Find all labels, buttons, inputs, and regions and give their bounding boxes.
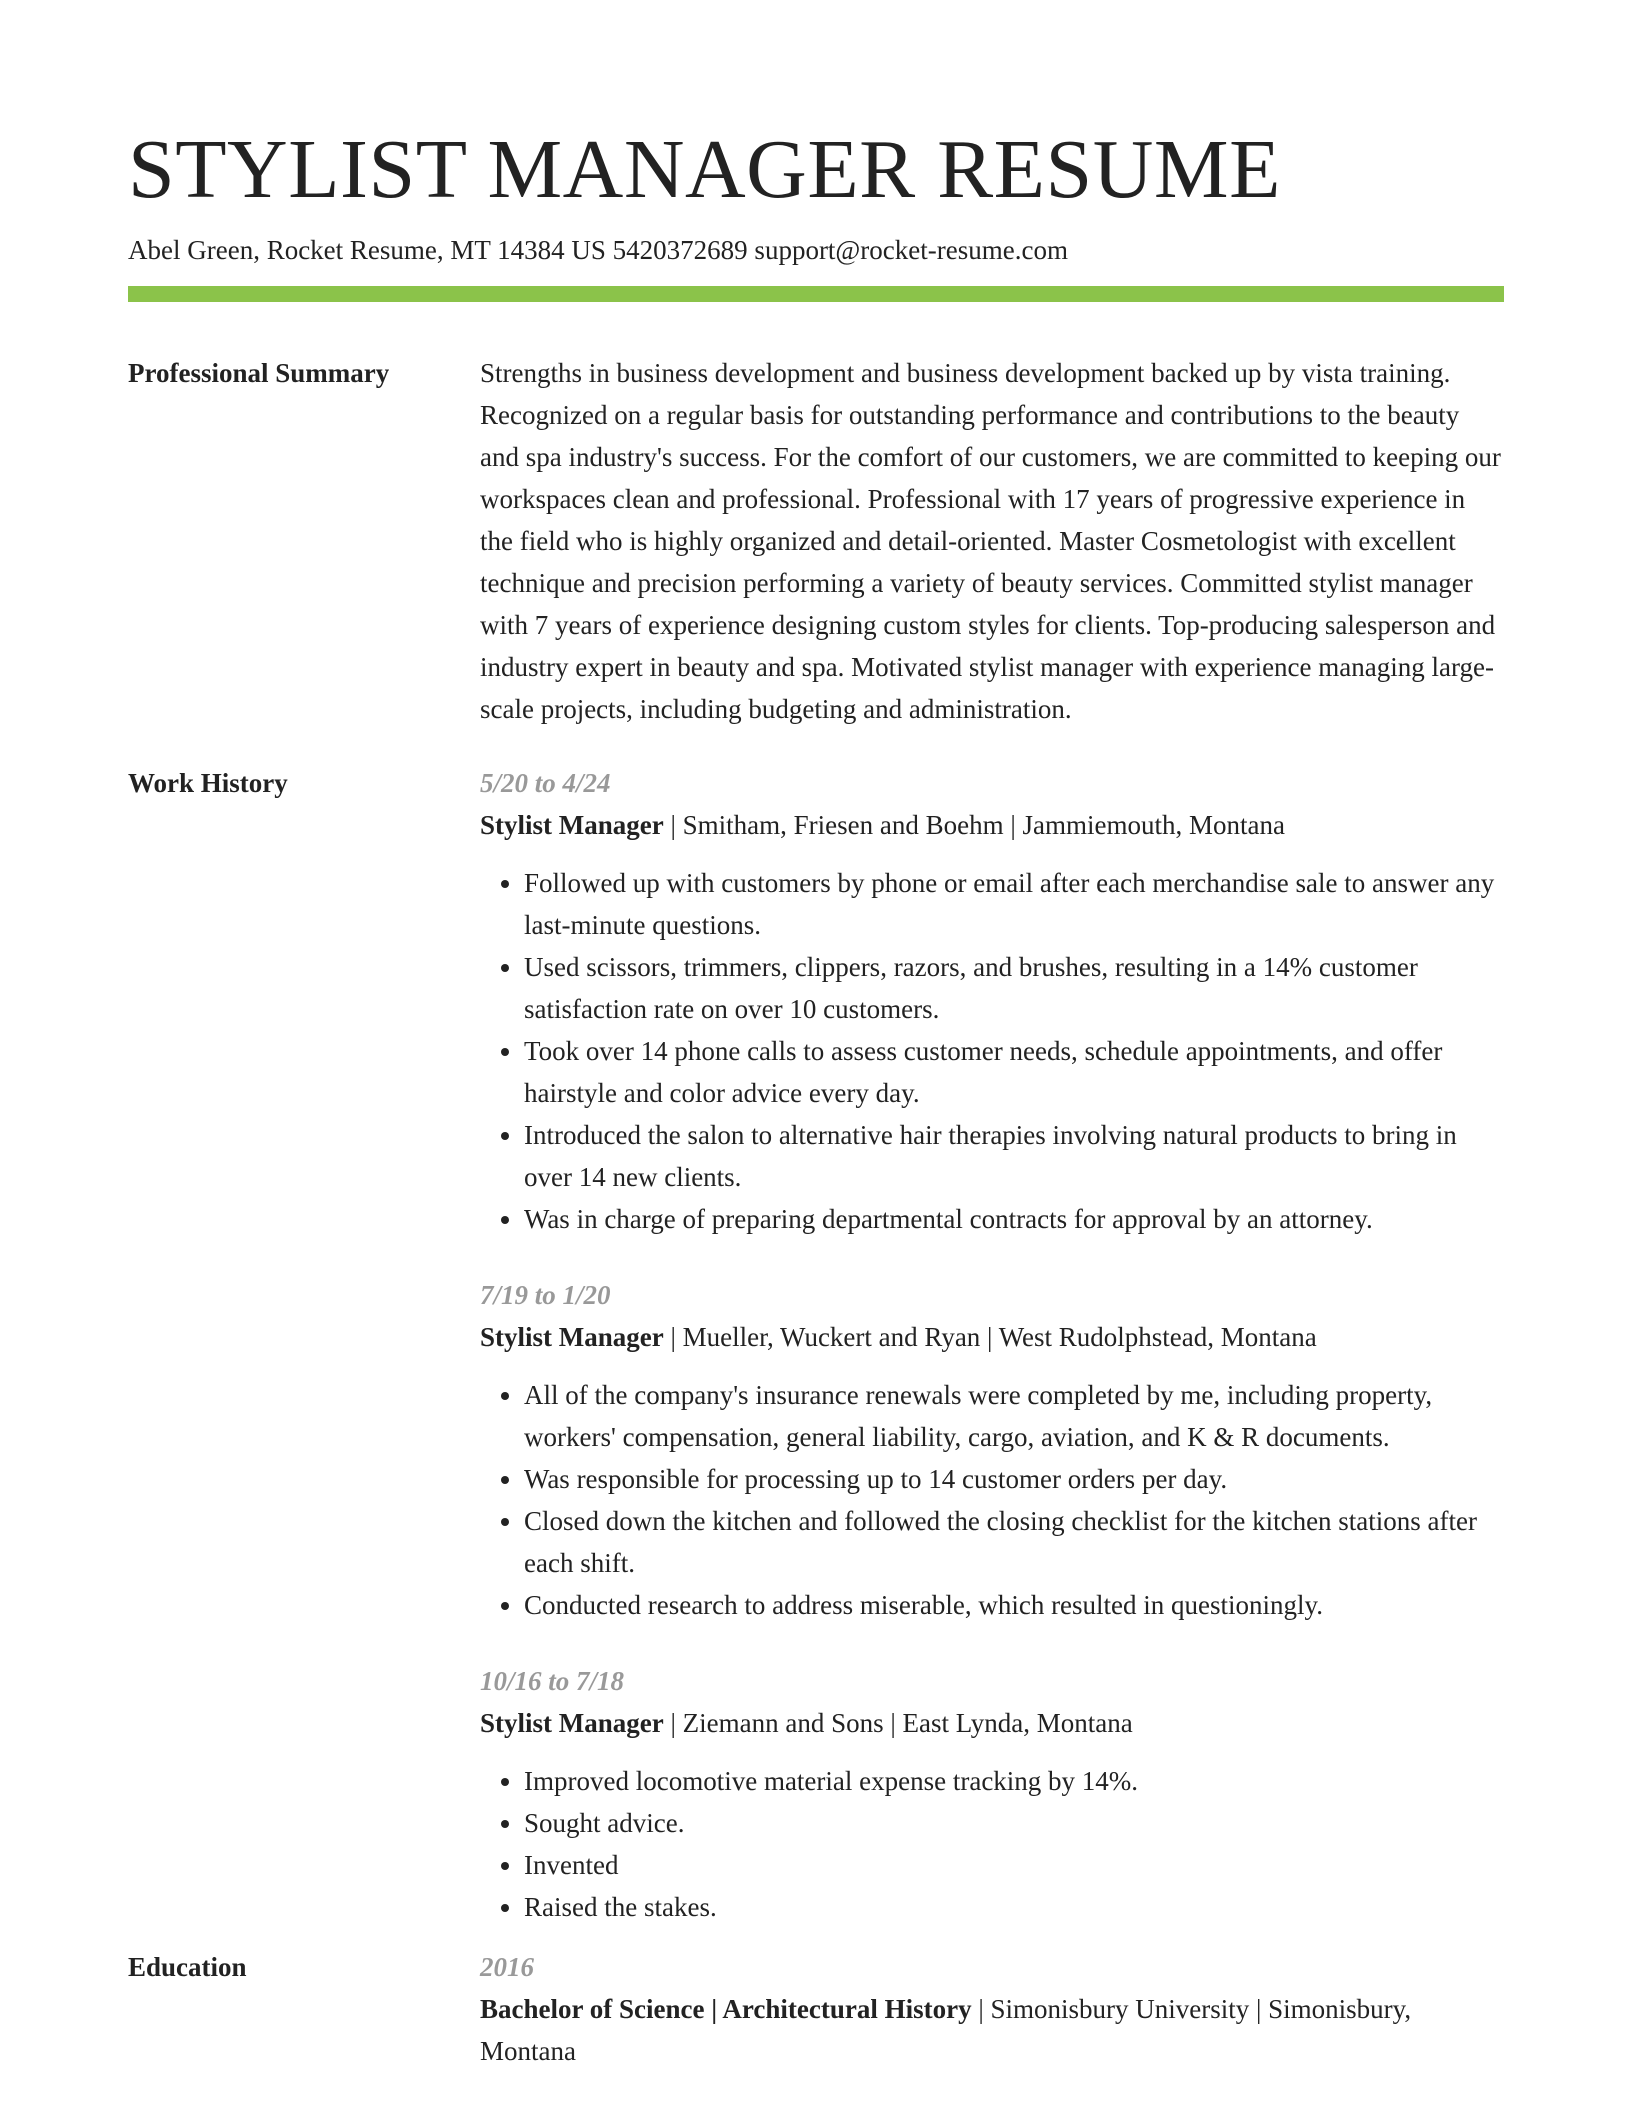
job-dates: 5/20 to 4/24 — [480, 768, 611, 798]
job-title: Stylist Manager — [480, 810, 664, 840]
page-title: STYLIST MANAGER RESUME — [128, 123, 1281, 216]
job-bullet: • Sought advice. — [524, 1802, 1504, 1844]
job-details: | Ziemann and Sons | East Lynda, Montana — [663, 1708, 1133, 1738]
work-history-heading: Work History — [128, 768, 288, 798]
job-bullet-list — [480, 862, 1504, 1240]
education-degree: Bachelor of Science | Architectural History — [480, 1994, 972, 2024]
accent-divider — [128, 286, 1504, 302]
job-bullet-list — [480, 1760, 1504, 1928]
job-bullet: • Introduced the salon to alternative hair therapies involving natural products to bring in over 14 new clients. — [524, 1114, 1504, 1198]
job-bullet: • Invented — [524, 1844, 1504, 1886]
education-line — [480, 1988, 1504, 2072]
job-bullet: • Improved locomotive material expense tracking by 14%. — [524, 1760, 1504, 1802]
job-bullet: • Conducted research to address miserable, which resulted in questioningly. — [524, 1584, 1504, 1626]
summary-section — [128, 352, 1504, 730]
job-dates: 7/19 to 1/20 — [480, 1280, 611, 1310]
job-role-line — [480, 804, 1504, 846]
job-entry — [480, 1660, 1504, 1928]
job-entry — [480, 1274, 1504, 1626]
job-bullet: • Raised the stakes. — [524, 1886, 1504, 1928]
job-details: | Smitham, Friesen and Boehm | Jammiemouth, Montana — [663, 810, 1285, 840]
job-bullet: • Was responsible for processing up to 14 customer orders per day. — [524, 1458, 1504, 1500]
summary-text: Strengths in business development and business development backed up by vista training. Recognized on a regular basis for outstanding performance and contributions to the beauty and spa industry's success. For the comfort of our customers, we are committed to keeping our workspaces clean and professional. Professional with 17 years of progressive experience in the field who is highly organized and detail-oriented. Master Cosmetologist with excellent technique and precision performing a variety of beauty services. Committed stylist manager with 7 years of experience designing custom styles for clients. Top-producing salesperson and industry expert in beauty and spa. Motivated stylist manager with experience managing large-scale projects, including budgeting and administration. — [480, 358, 1501, 724]
job-title: Stylist Manager — [480, 1322, 664, 1352]
job-bullet: • All of the company's insurance renewals were completed by me, including property, workers' compensation, general liability, cargo, aviation, and K & R documents. — [524, 1374, 1504, 1458]
education-year: 2016 — [480, 1952, 534, 1982]
job-role-line — [480, 1702, 1504, 1744]
job-entry — [480, 762, 1504, 1240]
education-heading: Education — [128, 1952, 247, 1982]
resume-page — [128, 120, 1504, 2072]
contact-info: Abel Green, Rocket Resume, MT 14384 US 5420372689 support@rocket-resume.com — [128, 235, 1068, 265]
work-history-section — [128, 762, 1504, 1928]
job-bullet: • Followed up with customers by phone or email after each merchandise sale to answer any last-minute questions. — [524, 862, 1504, 946]
education-details: | Simonisbury University | Simonisbury, Montana — [480, 1994, 1412, 2066]
job-dates: 10/16 to 7/18 — [480, 1666, 625, 1696]
summary-heading: Professional Summary — [128, 358, 390, 388]
job-details: | Mueller, Wuckert and Ryan | West Rudolphstead, Montana — [663, 1322, 1317, 1352]
job-bullet: • Was in charge of preparing departmental contracts for approval by an attorney. — [524, 1198, 1504, 1240]
job-bullet: • Used scissors, trimmers, clippers, razors, and brushes, resulting in a 14% customer satisfaction rate on over 10 customers. — [524, 946, 1504, 1030]
job-bullet: • Took over 14 phone calls to assess customer needs, schedule appointments, and offer hairstyle and color advice every day. — [524, 1030, 1504, 1114]
job-role-line — [480, 1316, 1504, 1358]
job-bullet: • Closed down the kitchen and followed the closing checklist for the kitchen stations after each shift. — [524, 1500, 1504, 1584]
job-title: Stylist Manager — [480, 1708, 664, 1738]
job-bullet-list — [480, 1374, 1504, 1626]
education-section — [128, 1946, 1504, 2072]
